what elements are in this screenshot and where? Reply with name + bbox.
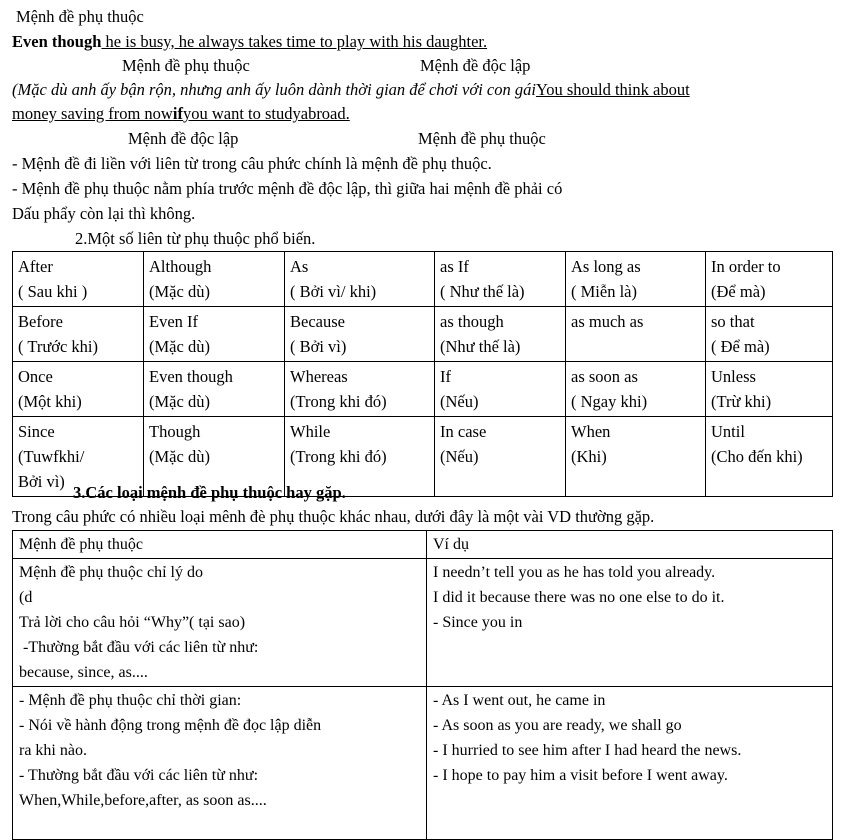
conjunction-word: so that xyxy=(711,312,755,331)
conjunction-word: While xyxy=(290,422,331,441)
example-sentence-1-rest: he is busy, he always takes time to play with his daughter. xyxy=(101,32,488,51)
conjunction-cell xyxy=(566,362,706,417)
section-3-intro: Trong câu phức có nhiều loại mênh đè phụ thuộc khác nhau, dưới đây là một vài VD thường gặp. xyxy=(12,507,655,526)
example-sentence-2-part1: You should think about xyxy=(535,80,690,99)
conjunction-meaning: (Mặc dù) xyxy=(149,392,210,411)
conjunction-cell xyxy=(435,362,566,417)
conjunction-meaning xyxy=(571,334,700,359)
conjunction-word: Once xyxy=(18,367,53,386)
conjunction-meaning: (Cho đến khi) xyxy=(711,447,803,466)
conjunction-cell xyxy=(706,417,833,497)
conjunction-word: Since xyxy=(18,422,55,441)
conjunction-meaning: ( Trước khi) xyxy=(18,337,99,356)
section-2-title: 2.Một số liên từ phụ thuộc phổ biến. xyxy=(75,229,316,248)
conjunction-meaning: (Một khi) xyxy=(18,392,82,411)
conjunction-cell xyxy=(566,252,706,307)
conjunction-word: Though xyxy=(149,422,201,441)
conjunction-cell xyxy=(566,417,706,497)
example-line: - As soon as you are ready, we shall go xyxy=(433,717,682,734)
translation-line xyxy=(12,80,690,100)
clause-type-row xyxy=(13,687,833,840)
conjunction-meaning: (Nếu) xyxy=(440,392,479,411)
example-line: - I hurried to see him after I had heard the news. xyxy=(433,742,742,759)
conjunction-cell xyxy=(435,307,566,362)
conjunction-meaning: (Mặc dù) xyxy=(149,447,210,466)
description-line: -Thường bắt đầu với các liên từ như: xyxy=(19,639,259,656)
note-2: - Mệnh đề phụ thuộc nằm phía trước mệnh đề độc lập, thì giữa hai mệnh đề phải có xyxy=(12,179,563,198)
conjunction-word: As long as xyxy=(571,257,641,276)
conjunction-cell xyxy=(706,252,833,307)
description-line xyxy=(19,813,420,838)
conjunction-meaning: ( Sau khi ) xyxy=(18,282,88,301)
conjunction-word: Because xyxy=(290,312,345,331)
header-clause: Mệnh đề phụ thuộc xyxy=(13,531,427,559)
description-line: because, since, as.... xyxy=(19,664,148,681)
conjunction-word: Unless xyxy=(711,367,756,386)
conjunction-cell xyxy=(435,252,566,307)
example-line: - As I went out, he came in xyxy=(433,692,606,709)
conjunction-cell xyxy=(285,307,435,362)
conjunction-meaning: ( Bởi vì/ khi) xyxy=(290,282,377,301)
label-independent-clause-2: Mệnh đề độc lập xyxy=(128,129,239,148)
clause-type-description xyxy=(13,687,427,840)
description-line: Mệnh đề phụ thuộc chỉ lý do xyxy=(19,564,203,581)
conjunction-word: Even though xyxy=(149,367,233,386)
clause-types-table xyxy=(12,530,833,840)
description-line: ra khi nào. xyxy=(19,742,87,759)
conjunction-meaning: ( Ngay khi) xyxy=(571,392,648,411)
note-1: - Mệnh đề đi liền với liên từ trong câu phức chính là mệnh đề phụ thuộc. xyxy=(12,154,492,173)
description-line: (d xyxy=(19,589,33,606)
example-sentence-2-if: if xyxy=(172,104,183,123)
conjunction-meaning: (Nếu) xyxy=(440,447,479,466)
conjunction-word: As xyxy=(290,257,309,276)
description-line: Trả lời cho câu hỏi “Why”( tại sao) xyxy=(19,614,246,631)
example-line: - I hope to pay him a visit before I went away. xyxy=(433,767,728,784)
conjunction-meaning: ( Để mà) xyxy=(711,337,770,356)
example-sentence-2 xyxy=(12,104,350,124)
conjunction-meaning: (Khi) xyxy=(571,447,607,466)
description-line: - Thường bắt đầu với các liên từ như: xyxy=(19,767,259,784)
header-example: Ví dụ xyxy=(427,531,833,559)
conjunction-cell xyxy=(13,307,144,362)
example-sentence-2-part2a: money saving from now xyxy=(12,104,173,123)
example-line: I needn’t tell you as he has told you already. xyxy=(433,564,716,581)
conjunction-cell xyxy=(13,362,144,417)
clause-type-description xyxy=(13,559,427,687)
conjunction-meaning: (Để mà) xyxy=(711,282,766,301)
conjunction-meaning: (Trong khi đó) xyxy=(290,392,387,411)
conjunction-cell xyxy=(706,307,833,362)
label-dependent-clause-2: Mệnh đề phụ thuộc xyxy=(418,129,546,148)
example-sentence-1 xyxy=(12,32,487,52)
conjunction-word: In order to xyxy=(711,257,781,276)
conjunction-word: as If xyxy=(440,257,469,276)
example-sentence-2-part2b: you want to studyabroad. xyxy=(182,104,350,123)
conjunction-word: Even If xyxy=(149,312,199,331)
conjunction-word: Although xyxy=(149,257,212,276)
conjunction-word: If xyxy=(440,367,451,386)
clause-type-examples xyxy=(427,687,833,840)
conjunction-cell xyxy=(435,417,566,497)
conjunction-meaning: (Trong khi đó) xyxy=(290,447,387,466)
clause-type-examples xyxy=(427,559,833,687)
description-line: When,While,before,after, as soon as.... xyxy=(19,792,267,809)
translation-text: (Mặc dù anh ấy bận rộn, nhưng anh ấy luôn dành thời gian để chơi với con gái xyxy=(12,80,536,99)
conjunction-cell xyxy=(285,252,435,307)
conjunction-word: as much as xyxy=(571,312,644,331)
conjunctions-table xyxy=(12,251,833,497)
example-line: I did it because there was no one else to do it. xyxy=(433,589,725,606)
conjunction-meaning: Bởi vì) xyxy=(18,472,65,491)
clause-label: Mệnh đề phụ thuộc xyxy=(16,7,144,26)
conjunction-row xyxy=(13,362,833,417)
conjunction-row xyxy=(13,307,833,362)
conjunction-row xyxy=(13,252,833,307)
example-line: - Since you in xyxy=(433,614,523,631)
conjunction-meaning: (Mặc dù) xyxy=(149,337,210,356)
description-line: - Mệnh đề phụ thuộc chỉ thời gian: xyxy=(19,692,242,709)
conjunction-word: as soon as xyxy=(571,367,638,386)
label-dependent-clause: Mệnh đề phụ thuộc xyxy=(122,56,250,75)
conjunction-cell xyxy=(144,252,285,307)
description-line: - Nói về hành động trong mệnh đề đọc lập diễn xyxy=(19,717,322,734)
conjunction-word: Whereas xyxy=(290,367,348,386)
conjunction-cell xyxy=(566,307,706,362)
conjunction-word: In case xyxy=(440,422,487,441)
conjunction-word: Before xyxy=(18,312,63,331)
conjunction-cell xyxy=(706,362,833,417)
conjunction-meaning: ( Miễn là) xyxy=(571,282,637,301)
label-independent-clause: Mệnh đề độc lập xyxy=(420,56,531,75)
conjunction-word: When xyxy=(571,422,611,441)
conjunction-cell xyxy=(144,362,285,417)
conjunction-word: After xyxy=(18,257,53,276)
conjunction-meaning: ( Bởi vì) xyxy=(290,337,347,356)
conjunction-meaning: (Như thế là) xyxy=(440,337,521,356)
clause-type-row xyxy=(13,559,833,687)
note-3: Dấu phẩy còn lại thì không. xyxy=(12,204,196,223)
conjunction-meaning: (Trừ khi) xyxy=(711,392,772,411)
section-3-title: 3.Các loại mệnh đề phụ thuộc hay gặp. xyxy=(73,483,346,502)
conjunction-bold: Even though xyxy=(12,32,102,51)
conjunction-meaning: ( Như thế là) xyxy=(440,282,525,301)
conjunction-cell xyxy=(13,252,144,307)
conjunction-cell xyxy=(144,307,285,362)
conjunction-meaning: (Mặc dù) xyxy=(149,282,210,301)
conjunction-word: as though xyxy=(440,312,504,331)
conjunction-cell xyxy=(285,362,435,417)
conjunction-meaning: (Tuwfkhi/ xyxy=(18,447,85,466)
conjunction-word: Until xyxy=(711,422,745,441)
